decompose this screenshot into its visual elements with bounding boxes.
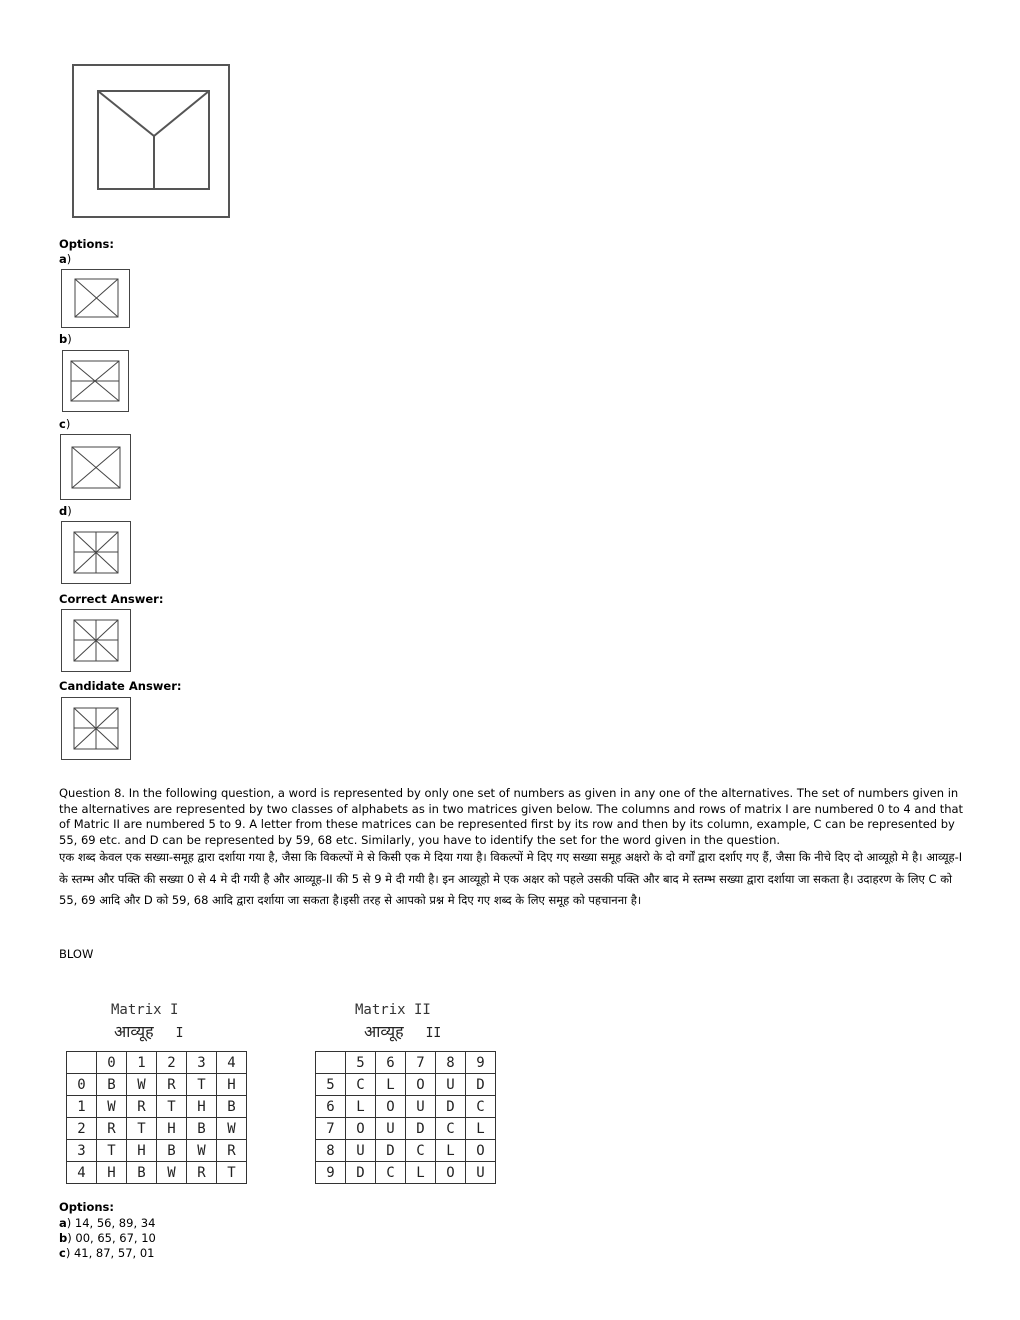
- matrix-cell: H: [217, 1074, 247, 1096]
- square-with-diagonals-and-cross-lines-figure: [61, 697, 131, 760]
- matrix-column-header: 3: [187, 1052, 217, 1074]
- matrix-column-header: 5: [346, 1052, 376, 1074]
- square-with-diagonals-and-cross-lines-figure: [61, 609, 131, 672]
- answer-option-c[interactable]: c) 41, 87, 57, 01: [59, 1246, 155, 1260]
- matrix-row: [316, 1118, 496, 1140]
- matrix-cell: D: [376, 1140, 406, 1162]
- matrix-cell: T: [157, 1096, 187, 1118]
- figure-option-d-label: d): [59, 504, 72, 518]
- matrix-cell: B: [157, 1140, 187, 1162]
- correct-answer-figure: [61, 609, 131, 672]
- matrix-cell: B: [217, 1096, 247, 1118]
- answer-option-b[interactable]: b) 00, 65, 67, 10: [59, 1231, 156, 1245]
- matrix-cell: L: [436, 1140, 466, 1162]
- matrix-column-header: 7: [406, 1052, 436, 1074]
- matrix-column-header: 2: [157, 1052, 187, 1074]
- square-with-diagonals-figure: [61, 269, 130, 328]
- matrix-row: [67, 1096, 247, 1118]
- matrix-cell: H: [187, 1096, 217, 1118]
- matrix-cell: L: [406, 1162, 436, 1184]
- square-with-diagonals-figure: [60, 434, 131, 500]
- matrix-cell: B: [97, 1074, 127, 1096]
- matrix-cell: T: [217, 1162, 247, 1184]
- question-8-hindi-text: एक शब्द केवल एक सख्या-समूह द्वारा दर्शाया गया है, जैसा कि विकल्पों मे से किसी एक मे दिया गया है। विकल्पों मे दिए गए सख्या समूह अक्षरो के दो वर्गों द्वारा दर्शाए गए हैं, जैसा कि नीचे दिए दो आव्यूहो मे है। आव्यूह-I के स्तम्भ और पक्ति की सख्या 0 से 4 मे दी गयी है और आव्यूह-II की 5 से 9 मे दी गयी है। इन आव्यूहो मे एक अक्षर को पहले उसकी पक्ति और बाद मे स्तम्भ सख्या द्वारा दर्शाया जा सकता है। उदाहरण के लिए C को 55, 69 आदि और D को 59, 68 आदि द्वारा दर्शाया जा सकता है।इसी तरह से आपको प्रश्न मे दिए गए शब्द के लिए समूह को पहचानना है।: [59, 850, 963, 907]
- square-with-diagonals-and-horizontal-line-figure: [62, 350, 129, 412]
- matrix-cell: C: [466, 1096, 496, 1118]
- matrix-cell: T: [97, 1140, 127, 1162]
- question-8-text: Question 8. In the following question, a word is represented by only one set of numbers as given in any one of the alternatives. The set of numbers given in the alternatives are represented by two classes of alphabets as in two matrices given below. The columns and rows of matrix I are numbered 0 to 4 and that of Matric II are numbered 5 to 9. A letter from these matrices can be represented first by its row and then by its column, example, C can be represented by 55, 69 etc. and D can be represented by 59, 68 etc. Similarly, you have to identify the set for the word given in the question.: [59, 786, 964, 847]
- answer-option-a[interactable]: a) 14, 56, 89, 34: [59, 1216, 156, 1230]
- matrix-cell: D: [346, 1162, 376, 1184]
- matrix-column-header: 8: [436, 1052, 466, 1074]
- matrix-cell: R: [127, 1096, 157, 1118]
- matrix-column-header: 1: [127, 1052, 157, 1074]
- matrix-row-header: 5: [316, 1074, 346, 1096]
- matrix-cell: W: [217, 1118, 247, 1140]
- matrix-1-title: Matrix I: [111, 1002, 179, 1018]
- matrix-cell: U: [406, 1096, 436, 1118]
- matrix-row-header: 2: [67, 1118, 97, 1140]
- candidate-answer-heading: Candidate Answer:: [59, 679, 182, 693]
- figure-option-c-label: c): [59, 417, 71, 431]
- matrix-cell: C: [376, 1162, 406, 1184]
- matrix-row: [316, 1074, 496, 1096]
- matrix-cell: C: [346, 1074, 376, 1096]
- matrix-row: [316, 1140, 496, 1162]
- matrix-row-header: 8: [316, 1140, 346, 1162]
- matrix-cell: H: [157, 1118, 187, 1140]
- matrix-header-row: [67, 1052, 247, 1074]
- options-heading: Options:: [59, 237, 114, 251]
- matrix-row: [316, 1096, 496, 1118]
- matrix-row: [67, 1162, 247, 1184]
- matrix-header-row: [316, 1052, 496, 1074]
- matrix-row-header: 0: [67, 1074, 97, 1096]
- matrix-column-header: 9: [466, 1052, 496, 1074]
- matrix-row: [67, 1140, 247, 1162]
- question-8-word: BLOW: [59, 947, 94, 961]
- matrix-cell: H: [97, 1162, 127, 1184]
- matrix-row-header: 3: [67, 1140, 97, 1162]
- figure-option-b[interactable]: [62, 350, 129, 412]
- matrix-cell: T: [127, 1118, 157, 1140]
- matrix-cell: O: [436, 1162, 466, 1184]
- matrix-cell: B: [127, 1162, 157, 1184]
- matrix-1-hindi-title: आव्यूह I: [114, 1022, 184, 1041]
- figure-option-d[interactable]: [61, 521, 131, 584]
- matrix-cell: R: [217, 1140, 247, 1162]
- answer-options-heading: Options:: [59, 1200, 114, 1214]
- figure-option-b-label: b): [59, 332, 72, 346]
- figure-option-a-label: a): [59, 252, 72, 266]
- matrix-cell: R: [97, 1118, 127, 1140]
- matrix-cell: H: [127, 1140, 157, 1162]
- matrix-1-table: [66, 1051, 247, 1184]
- matrix-cell: O: [376, 1096, 406, 1118]
- matrix-row-header: 4: [67, 1162, 97, 1184]
- matrix-cell: O: [406, 1074, 436, 1096]
- figure-option-a[interactable]: [61, 269, 130, 328]
- matrix-row: [316, 1162, 496, 1184]
- matrix-row-header: 9: [316, 1162, 346, 1184]
- matrix-cell: D: [406, 1118, 436, 1140]
- matrix-column-header: 6: [376, 1052, 406, 1074]
- matrix-cell: O: [346, 1118, 376, 1140]
- matrix-cell: W: [187, 1140, 217, 1162]
- figure-option-c[interactable]: [60, 434, 131, 500]
- matrix-row-header: 7: [316, 1118, 346, 1140]
- matrix-cell: U: [466, 1162, 496, 1184]
- matrix-column-header: 0: [97, 1052, 127, 1074]
- matrix-corner-cell: [67, 1052, 97, 1074]
- matrix-cell: W: [157, 1162, 187, 1184]
- matrix-cell: T: [187, 1074, 217, 1096]
- matrix-cell: C: [436, 1118, 466, 1140]
- correct-answer-heading: Correct Answer:: [59, 592, 164, 606]
- matrix-cell: L: [376, 1074, 406, 1096]
- matrix-corner-cell: [316, 1052, 346, 1074]
- question-figure: [72, 64, 230, 218]
- matrix-cell: R: [157, 1074, 187, 1096]
- matrix-cell: O: [466, 1140, 496, 1162]
- matrix-row-header: 6: [316, 1096, 346, 1118]
- matrix-cell: L: [346, 1096, 376, 1118]
- matrix-cell: C: [406, 1140, 436, 1162]
- matrix-2-hindi-title: आव्यूह II: [364, 1022, 442, 1041]
- matrix-cell: U: [346, 1140, 376, 1162]
- matrix-cell: U: [376, 1118, 406, 1140]
- matrix-column-header: 4: [217, 1052, 247, 1074]
- matrix-2-title: Matrix II: [355, 1002, 431, 1018]
- candidate-answer-figure: [61, 697, 131, 760]
- matrix-cell: W: [97, 1096, 127, 1118]
- y-shape-inside-square-figure: [72, 64, 230, 218]
- matrix-cell: B: [187, 1118, 217, 1140]
- matrix-2-table: [315, 1051, 496, 1184]
- matrix-row-header: 1: [67, 1096, 97, 1118]
- matrix-cell: D: [466, 1074, 496, 1096]
- square-with-diagonals-and-cross-lines-figure: [61, 521, 131, 584]
- matrix-cell: R: [187, 1162, 217, 1184]
- matrix-row: [67, 1118, 247, 1140]
- matrix-row: [67, 1074, 247, 1096]
- matrix-cell: U: [436, 1074, 466, 1096]
- matrix-cell: L: [466, 1118, 496, 1140]
- matrix-cell: W: [127, 1074, 157, 1096]
- matrix-cell: D: [436, 1096, 466, 1118]
